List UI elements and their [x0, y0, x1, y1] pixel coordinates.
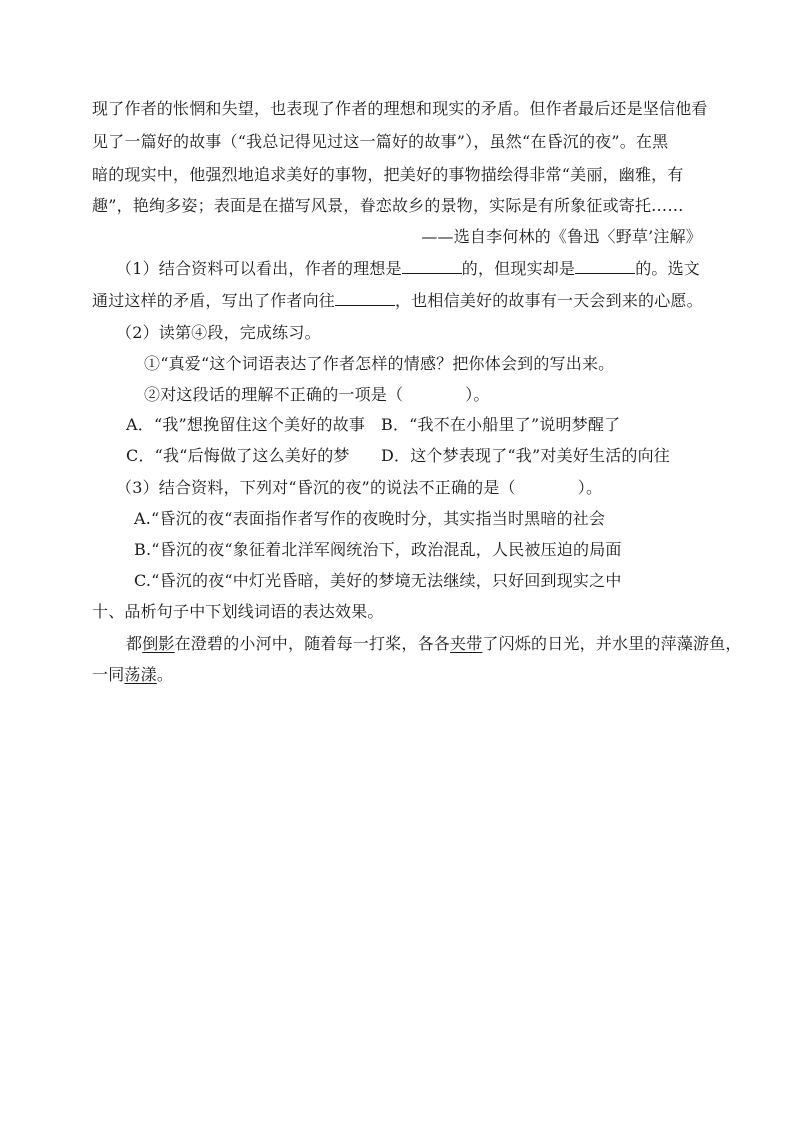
- question-1-line-2: [92, 290, 703, 312]
- section-10-title: 十、品析句子中下划线词语的表达效果。: [92, 602, 384, 621]
- question-2-sub-2: [144, 384, 490, 406]
- passage-line-2: 见了一篇好的故事（“我总记得见过这一篇好的故事”），虽然“在昏沉的夜”。在黑: [92, 132, 669, 151]
- question-1-text-e: ，也相信美好的故事有一天会到来的心愿。: [395, 291, 703, 310]
- question-3-title-close: ）。: [577, 478, 603, 497]
- sentence-text-3: 了闪烁的日光，并水里的萍藻游鱼，: [482, 634, 742, 653]
- question-3-option-a: A.“昏沉的夜“表面指作者写作的夜晚时分，其实指当时黑暗的社会: [134, 509, 606, 528]
- question-2-title: （2）读第④段，完成练习。: [116, 323, 321, 342]
- question-3-option-c: C.“昏沉的夜“中灯光昏暗，美好的梦境无法继续，只好回到现实之中: [134, 571, 622, 590]
- passage-line-4: 趣”，艳绚多姿；表面是在描写风景，眷恋故乡的景物，实际是有所象征或寄托……: [92, 196, 684, 215]
- answer-blank-reality[interactable]: [575, 259, 635, 274]
- question-2-option-a: A．“我”想挽留住这个美好的故事: [126, 415, 366, 434]
- sentence-text-2: 在澄碧的小河中，随着每一打桨，各各: [174, 634, 451, 653]
- underlined-word-jiadai: 夹带: [450, 634, 483, 653]
- passage-source: ——选自李何林的《鲁迅〈野草’注解》: [421, 227, 702, 246]
- sentence-text-5: 。: [156, 665, 174, 684]
- question-1-line-1: [116, 258, 700, 280]
- section-10-sentence-line-2: [92, 664, 173, 686]
- sentence-text-1: 都: [126, 634, 143, 653]
- passage-line-3: 暗的现实中，他强烈地追求美好的事物，把美好的事物描绘得非常“美丽，幽雅，有: [92, 165, 684, 184]
- underlined-word-daoying: 倒影: [142, 634, 175, 653]
- underlined-word-dangyang: 荡漾: [124, 665, 157, 684]
- answer-blank-ideal[interactable]: [402, 259, 462, 274]
- passage-line-1: 现了作者的怅惘和失望，也表现了作者的理想和现实的矛盾。但作者最后还是坚信他看: [92, 99, 708, 118]
- question-2-sub-2-text: ②对这段话的理解不正确的一项是（: [144, 385, 404, 404]
- question-1-text-d: 通过这样的矛盾，写出了作者向往: [92, 291, 336, 310]
- question-1-text-a: （1）结合资料可以看出，作者的理想是: [116, 259, 402, 278]
- question-2-sub-1: ①“真爱“这个词语表达了作者怎样的情感？把你体会到的写出来。: [144, 354, 615, 373]
- question-3-title-text: （3）结合资料，下列对“昏沉的夜”的说法不正确的是（: [116, 478, 516, 497]
- sentence-text-4: 一同: [92, 665, 125, 684]
- answer-blank-longing[interactable]: [335, 291, 395, 306]
- question-1-text-c: 的。选文: [635, 259, 700, 278]
- section-10-sentence-line-1: [126, 633, 742, 655]
- question-2-option-b: B．“我不在小船里了”说明梦醒了: [381, 415, 621, 434]
- question-1-text-b: 的，但现实却是: [461, 259, 576, 278]
- question-3-option-b: B.“昏沉的夜“象征着北洋军阀统治下，政治混乱，人民被压迫的局面: [134, 540, 622, 559]
- question-3-title: [116, 477, 602, 499]
- question-2-sub-2-close: ）。: [465, 385, 490, 404]
- question-2-option-d: D．这个梦表现了“我”对美好生活的向往: [381, 446, 670, 465]
- question-2-option-c: C．“我“后悔做了这么美好的梦: [126, 446, 350, 465]
